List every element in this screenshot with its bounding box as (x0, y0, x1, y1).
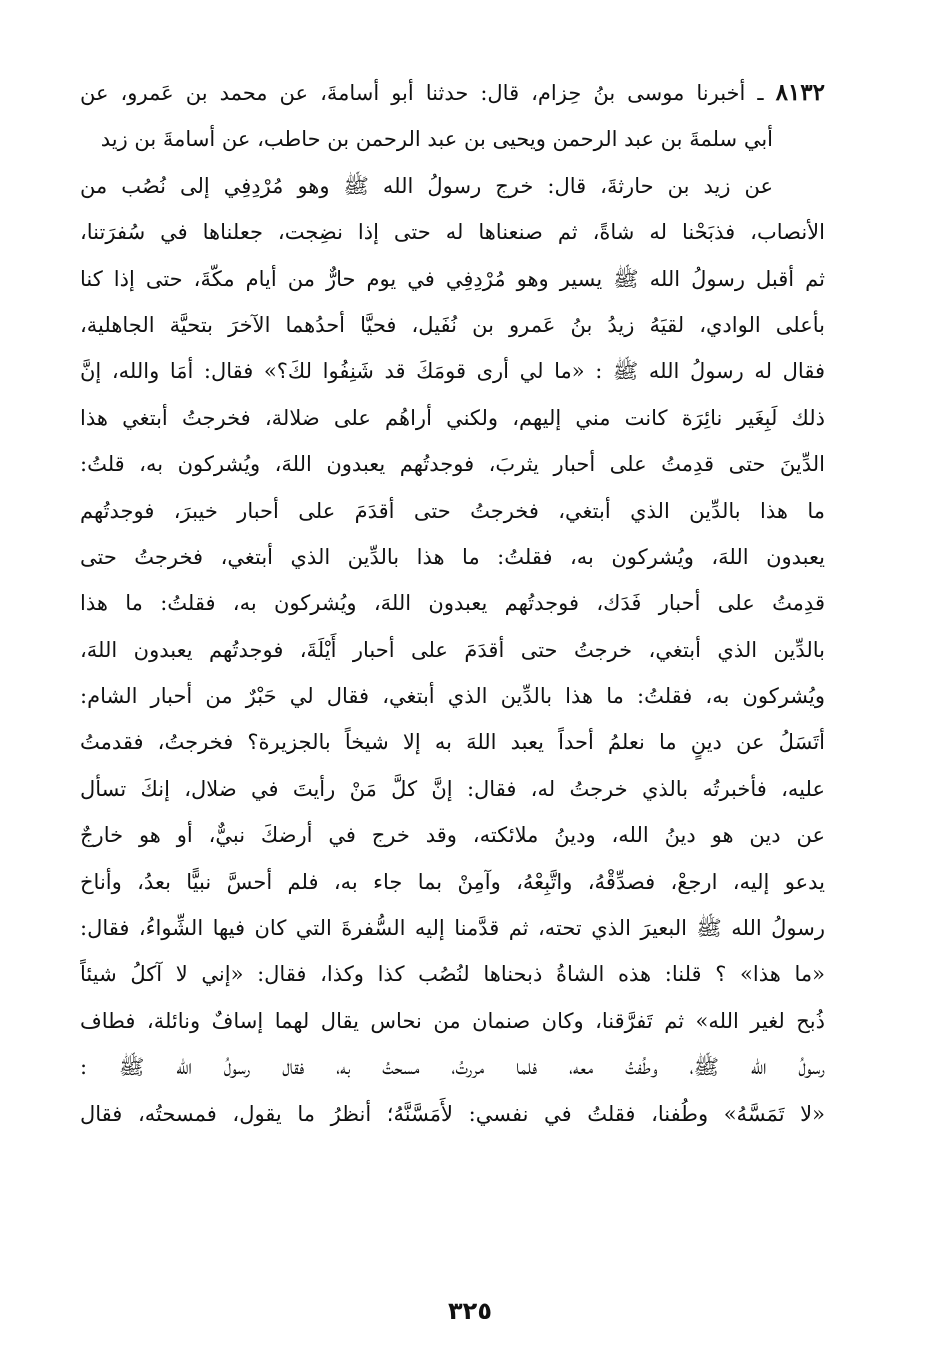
body-line-20: رسولُ الله ﷺ، وطُفتُ معه، فلما مررتُ، مسحتُ به، فقال رسولُ الله ﷺ : (80, 1055, 825, 1080)
body-line-6: ذلك لَبِغَير نائِرَة كانت مني إليهم، ولكني أراهُم على ضلالة، فخرجتُ أبتغي هذا (80, 405, 825, 430)
body-line-8: ما هذا بالدِّين الذي أبتغي، فخرجتُ حتى أقدَمَ على أحبار خيبرَ، فوجدتُهم (80, 498, 825, 523)
body-line-17: رسولُ الله ﷺ البعيرَ الذي تحته، ثم قدَّمنا إليه السُّفرةَ التي كان فيها الشِّواءُ، فقال: (80, 916, 825, 941)
hadith-number: ٨١٣٢ (775, 79, 825, 106)
body-line-12: ويُشركون به، فقلتُ: ما هذا بالدِّين الذي أبتغي، فقال لي حَبْرٌ من أحبار الشام: (80, 684, 825, 709)
body-line-21: «لا تَمَسَّهُ» وطُفنا، فقلتُ في نفسي: لأَمَسَّنَّهُ؛ أنظرُ ما يقول، فمسحتُه، فقال (80, 1101, 825, 1126)
body-line-9: يعبدون اللهَ، ويُشركون به، فقلتُ: ما هذا بالدِّين الذي أبتغي، فخرجتُ حتى (80, 544, 825, 569)
body-line-1: عن زيد بن حارثةَ، قال: خرج رسولُ الله ﷺ وهو مُرْدِفِي إلى نُصُب من (80, 173, 773, 198)
body-line-4: بأعلى الوادي، لقيَهُ زيدُ بنُ عَمرو بن نُفَيل، فحيَّا أحدُهما الآخرَ بتحيَّة الجاهلية، (80, 312, 825, 337)
body-line-5: فقال له رسولُ الله ﷺ : «ما لي أرى قومَكَ قد شَنِفُوا لكَ؟» فقال: أمَا والله، إنَّ (80, 359, 825, 384)
body-line-16: يدعو إليه، ارجعْ، فصدِّقْهُ، واتَّبِعْهُ، وآمِنْ بما جاء به، فلم أحسَّ نبيًّا بعدُ، وأناخ (80, 869, 825, 894)
hadith-number-separator: ـ (745, 81, 776, 105)
hadith-text-block (80, 70, 825, 1137)
body-line-18: «ما هذا» ؟ قلنا: هذه الشاةُ ذبحناها لنُصُب كذا وكذا، فقال: «إني لا آكلُ شيئاً (80, 962, 825, 987)
body-line-10: قدِمتُ على أحبار فَدَك، فوجدتُهم يعبدون اللهَ، ويُشركون به، فقلتُ: ما هذا (80, 591, 825, 616)
hadith-isnad-line-1 (80, 70, 825, 116)
body-line-2: الأنصاب، فذبَحْنا له شاةً، ثم صنعناها له حتى إذا نضِجت، جعلناها في سُفرَتنا، (80, 220, 825, 245)
body-line-11: بالدِّين الذي أبتغي، خرجتُ حتى أقدَمَ على أحبار أَيْلَةَ، فوجدتُهم يعبدون اللهَ، (80, 637, 825, 662)
page-number: ٣٢٥ (448, 1297, 492, 1325)
body-line-13: أتَسَلُ عن دينٍ ما نعلمُ أحداً يعبد اللهَ به إلا شيخاً بالجزيرة؟ فخرجتُ، فقدمتُ (80, 730, 825, 755)
body-line-14: عليه، فأخبرتُه بالذي خرجتُ له، فقال: إنَّ كلَّ مَنْ رأيتَ في ضلال، إنكَ تسأل (80, 776, 825, 801)
body-line-3: ثم أقبل رسولُ الله ﷺ يسير وهو مُرْدِفِي في يوم حارٌّ من أيام مكّةَ، حتى إذا كنا (80, 266, 825, 291)
body-line-15: عن دين هو دينُ الله، ودينُ ملائكته، وقد خرج في أرضكَ نبيٌّ، أو هو خارجٌ (80, 823, 825, 848)
body-line-7: الدِّينَ حتى قدِمتُ على أحبار يثربَ، فوجدتُهم يعبدون اللهَ، ويُشركون به، قلتُ: (80, 452, 825, 477)
body-line-19: ذُبح لغير الله» ثم تَفرَّقنا، وكان صنمان من نحاس يقال لهما إسافٌ ونائلة، فطاف (80, 1008, 825, 1033)
hadith-isnad-text-1: أخبرنا موسى بنُ حِزام، قال: حدثنا أبو أسامةَ، عن محمد بن عَمرو، عن (80, 81, 746, 105)
hadith-isnad-line-2: أبي سلمةَ بن عبد الرحمن ويحيى بن عبد الرحمن بن حاطب، عن أسامةَ بن زيد (100, 127, 773, 152)
